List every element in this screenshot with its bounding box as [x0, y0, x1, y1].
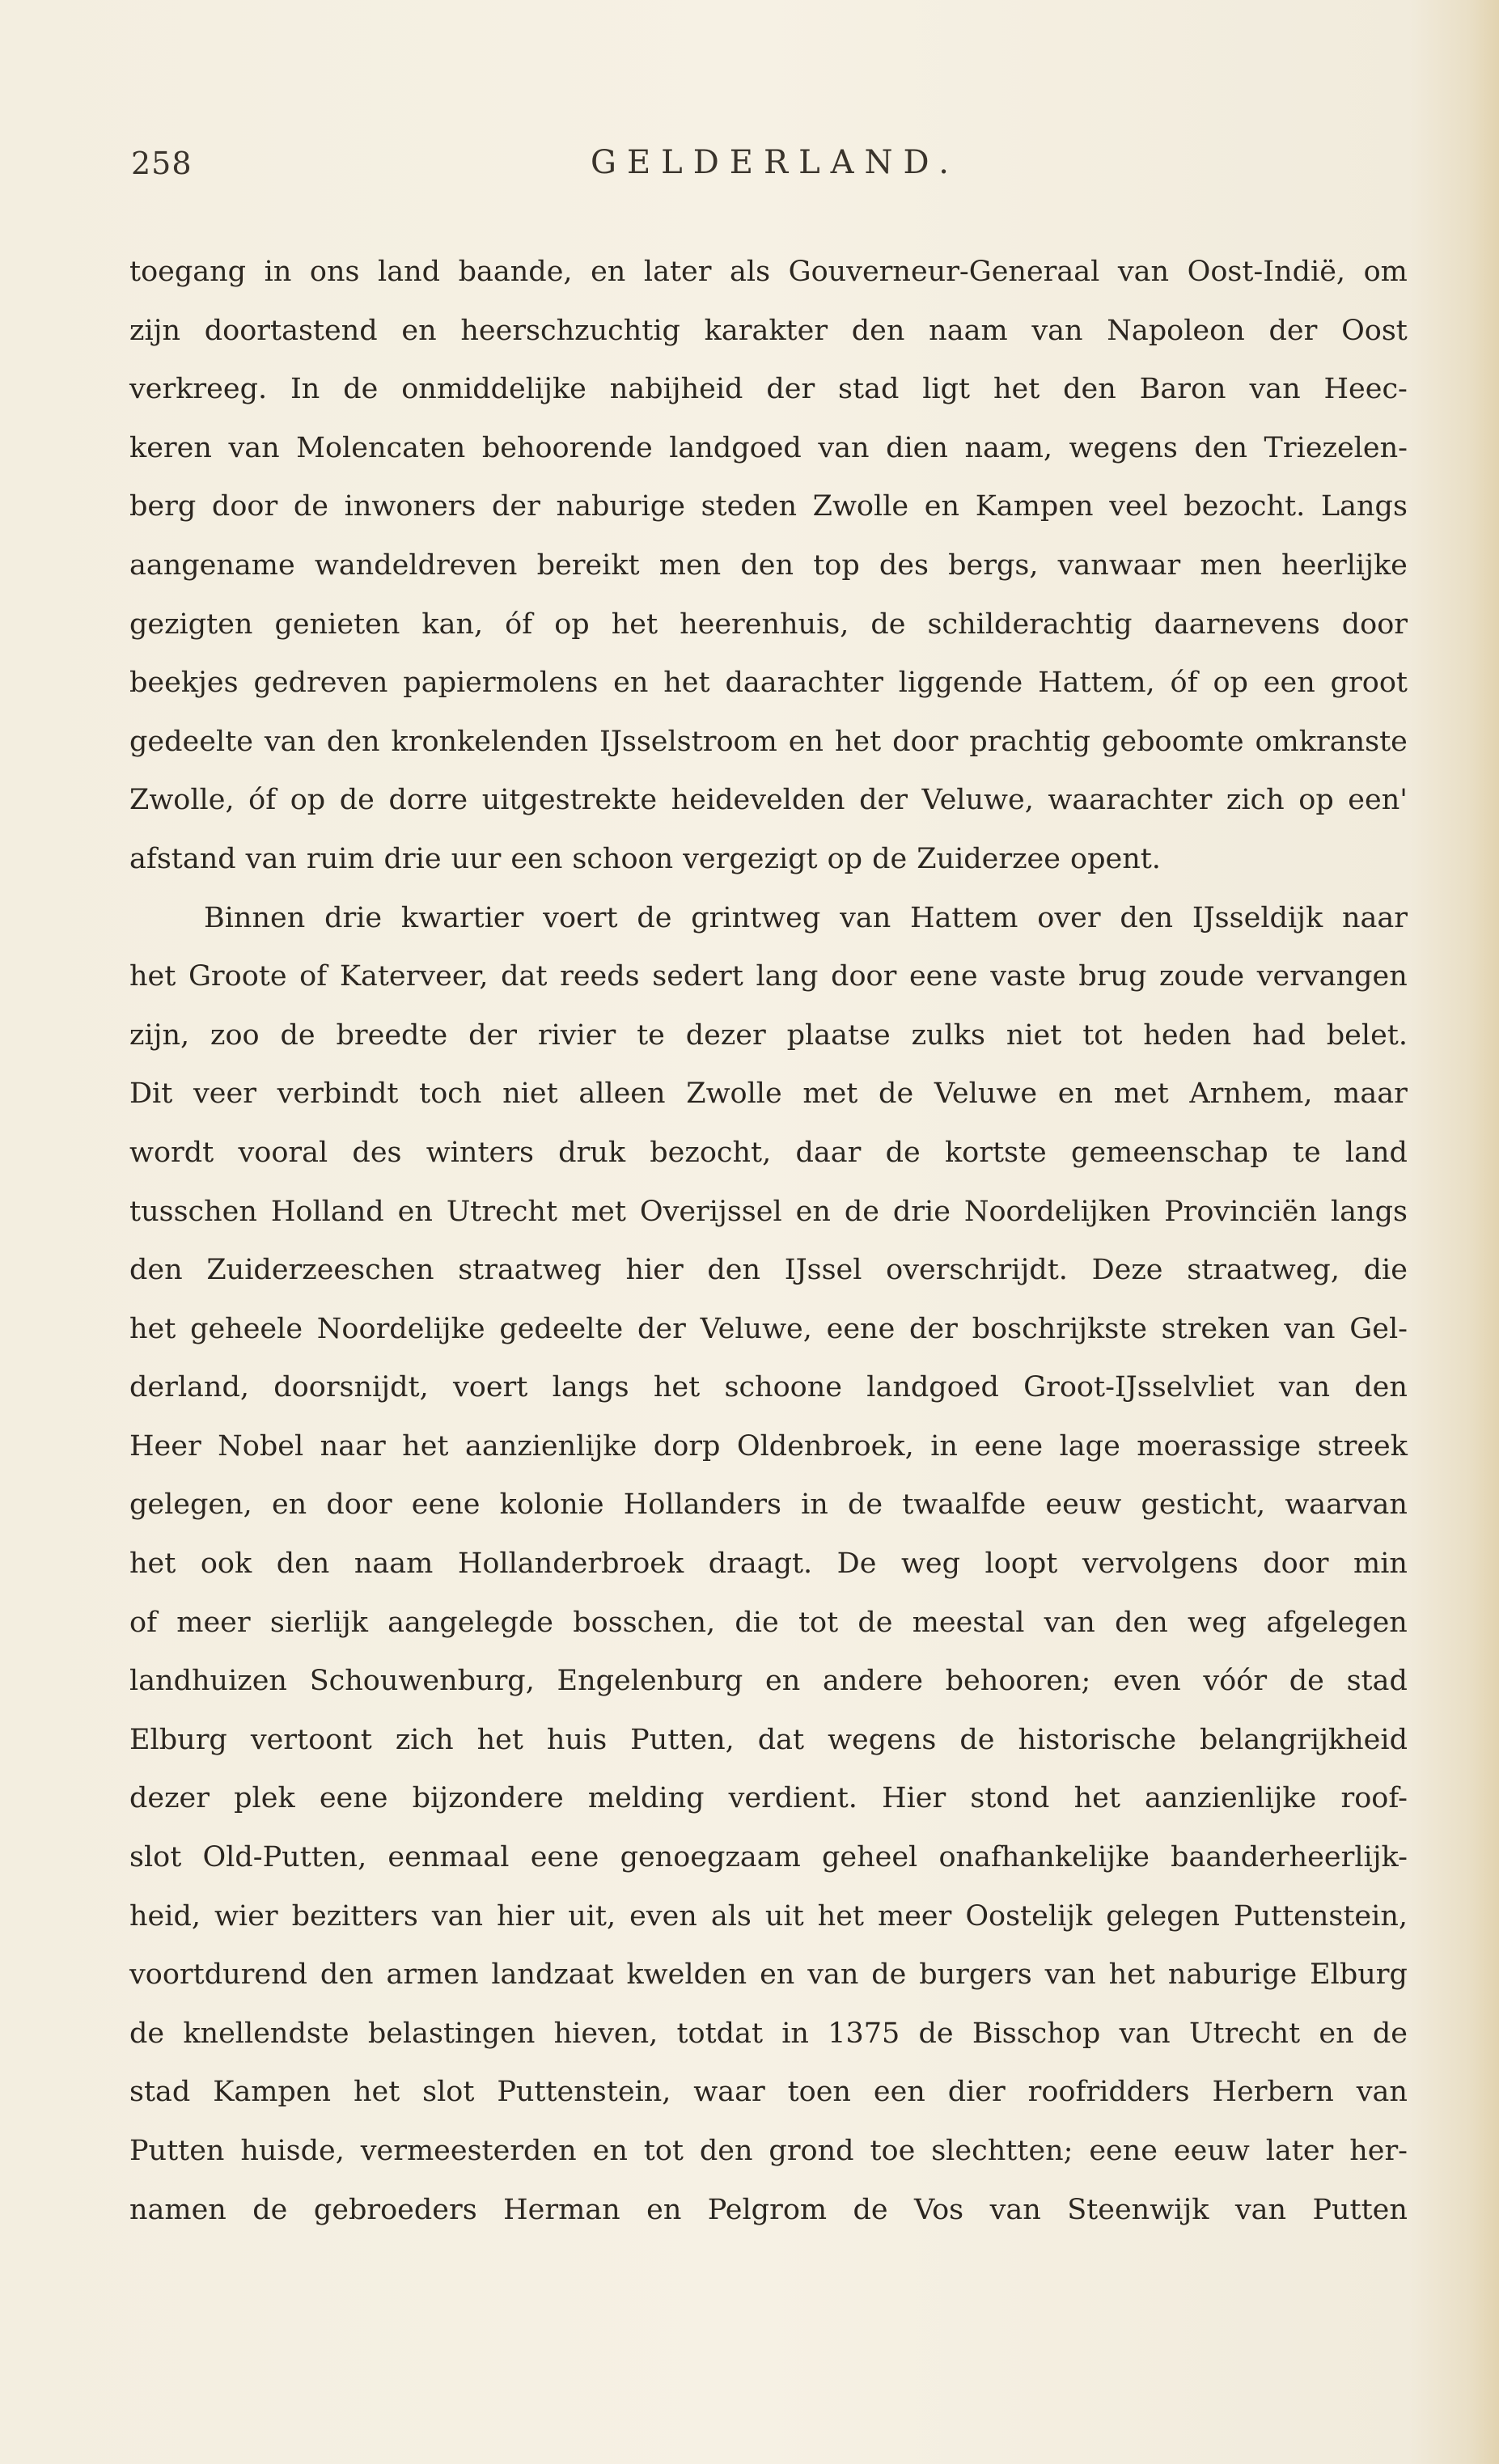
text-line: de knellendste belastingen hieven, totdat in 1375 de Bisschop van Utrecht en de: [129, 2017, 1408, 2050]
text-line: heid, wier bezitters van hier uit, even als uit het meer Oostelijk gelegen Puttenstein,: [129, 1899, 1408, 1933]
text-line: het Groote of Katerveer, dat reeds sedert lang door eene vaste brug zoude vervangen: [129, 960, 1408, 993]
text-line: verkreeg. In de onmiddelijke nabijheid der stad ligt het den Baron van Heec-: [129, 373, 1408, 406]
text-line: Heer Nobel naar het aanzienlijke dorp Oldenbroek, in eene lage moerassige streek: [129, 1429, 1408, 1463]
text-line: zijn, zoo de breedte der rivier te dezer plaatse zulks niet tot heden had belet.: [129, 1018, 1408, 1052]
text-line: gedeelte van den kronkelenden IJsselstroom en het door prachtig geboomte omkranste: [129, 725, 1408, 758]
body-text: [129, 243, 1408, 2239]
text-line: landhuizen Schouwenburg, Engelenburg en andere behooren; even vóór de stad: [129, 1665, 1408, 1698]
text-line: toegang in ons land baande, en later als Gouverneur-Generaal van Oost-Indië, om: [129, 256, 1408, 288]
text-line: beekjes gedreven papiermolens en het daarachter liggende Hattem, óf op een groot: [129, 667, 1408, 700]
text-line: namen de gebroeders Herman en Pelgrom de Vos van Steenwijk van Putten: [129, 2193, 1408, 2226]
text-line: berg door de inwoners der naburige steden Zwolle en Kampen veel bezocht. Langs: [129, 490, 1408, 523]
text-line: Dit veer verbindt toch niet alleen Zwolle met de Veluwe en met Arnhem, maar: [129, 1077, 1408, 1111]
text-line: Putten huisde, vermeesterden en tot den grond toe slechtten; eene eeuw later her-: [129, 2135, 1408, 2167]
text-line: Zwolle, óf op de dorre uitgestrekte heidevelden der Veluwe, waarachter zich op een': [129, 784, 1408, 817]
text-line: voortdurend den armen landzaat kwelden en van de burgers van het naburige Elburg: [129, 1958, 1408, 1992]
text-line: wordt vooral des winters druk bezocht, daar de kortste gemeenschap te land: [129, 1136, 1408, 1169]
text-line: keren van Molencaten behoorende landgoed van dien naam, wegens den Triezelen-: [129, 431, 1408, 464]
text-line: Elburg vertoont zich het huis Putten, dat wegens de historische belangrijkheid: [129, 1723, 1408, 1756]
text-line: aangename wandeldreven bereikt men den top des bergs, vanwaar men heerlijke: [129, 548, 1408, 582]
text-line: dezer plek eene bijzondere melding verdient. Hier stond het aanzienlijke roof-: [129, 1782, 1408, 1815]
text-line: gelegen, en door eene kolonie Hollanders in de twaalfde eeuw gesticht, waarvan: [129, 1488, 1408, 1522]
running-head: GELDERLAND.: [591, 144, 959, 181]
text-line: stad Kampen het slot Puttenstein, waar toen een dier roofridders Herbern van: [129, 2076, 1408, 2109]
text-line: zijn doortastend en heerschzuchtig karakter den naam van Napoleon der Oost: [129, 314, 1408, 347]
text-line: gezigten genieten kan, óf op het heerenhuis, de schilderachtig daarnevens door: [129, 608, 1408, 641]
text-line: den Zuiderzeeschen straatweg hier den IJssel overschrijdt. Deze straatweg, die: [129, 1254, 1408, 1287]
text-line: Binnen drie kwartier voert de grintweg van Hattem over den IJsseldijk naar: [204, 901, 1408, 934]
text-line: tusschen Holland en Utrecht met Overijssel en de drie Noordelijken Provinciën langs: [129, 1195, 1408, 1228]
text-line: derland, doorsnijdt, voert langs het schoone landgoed Groot-IJsselvliet van den: [129, 1371, 1408, 1404]
page-number: 258: [131, 146, 193, 181]
text-line: of meer sierlijk aangelegde bosschen, die tot de meestal van den weg afgelegen: [129, 1606, 1408, 1639]
text-line: slot Old-Putten, eenmaal eene genoegzaam geheel onafhankelijke baanderheerlijk-: [129, 1841, 1408, 1874]
text-line: het geheele Noordelijke gedeelte der Veluwe, eene der boschrijkste streken van Gel-: [129, 1312, 1408, 1345]
text-line: het ook den naam Hollanderbroek draagt. De weg loopt vervolgens door min: [129, 1547, 1408, 1581]
text-line: afstand van ruim drie uur een schoon vergezigt op de Zuiderzee opent.: [129, 842, 1161, 875]
